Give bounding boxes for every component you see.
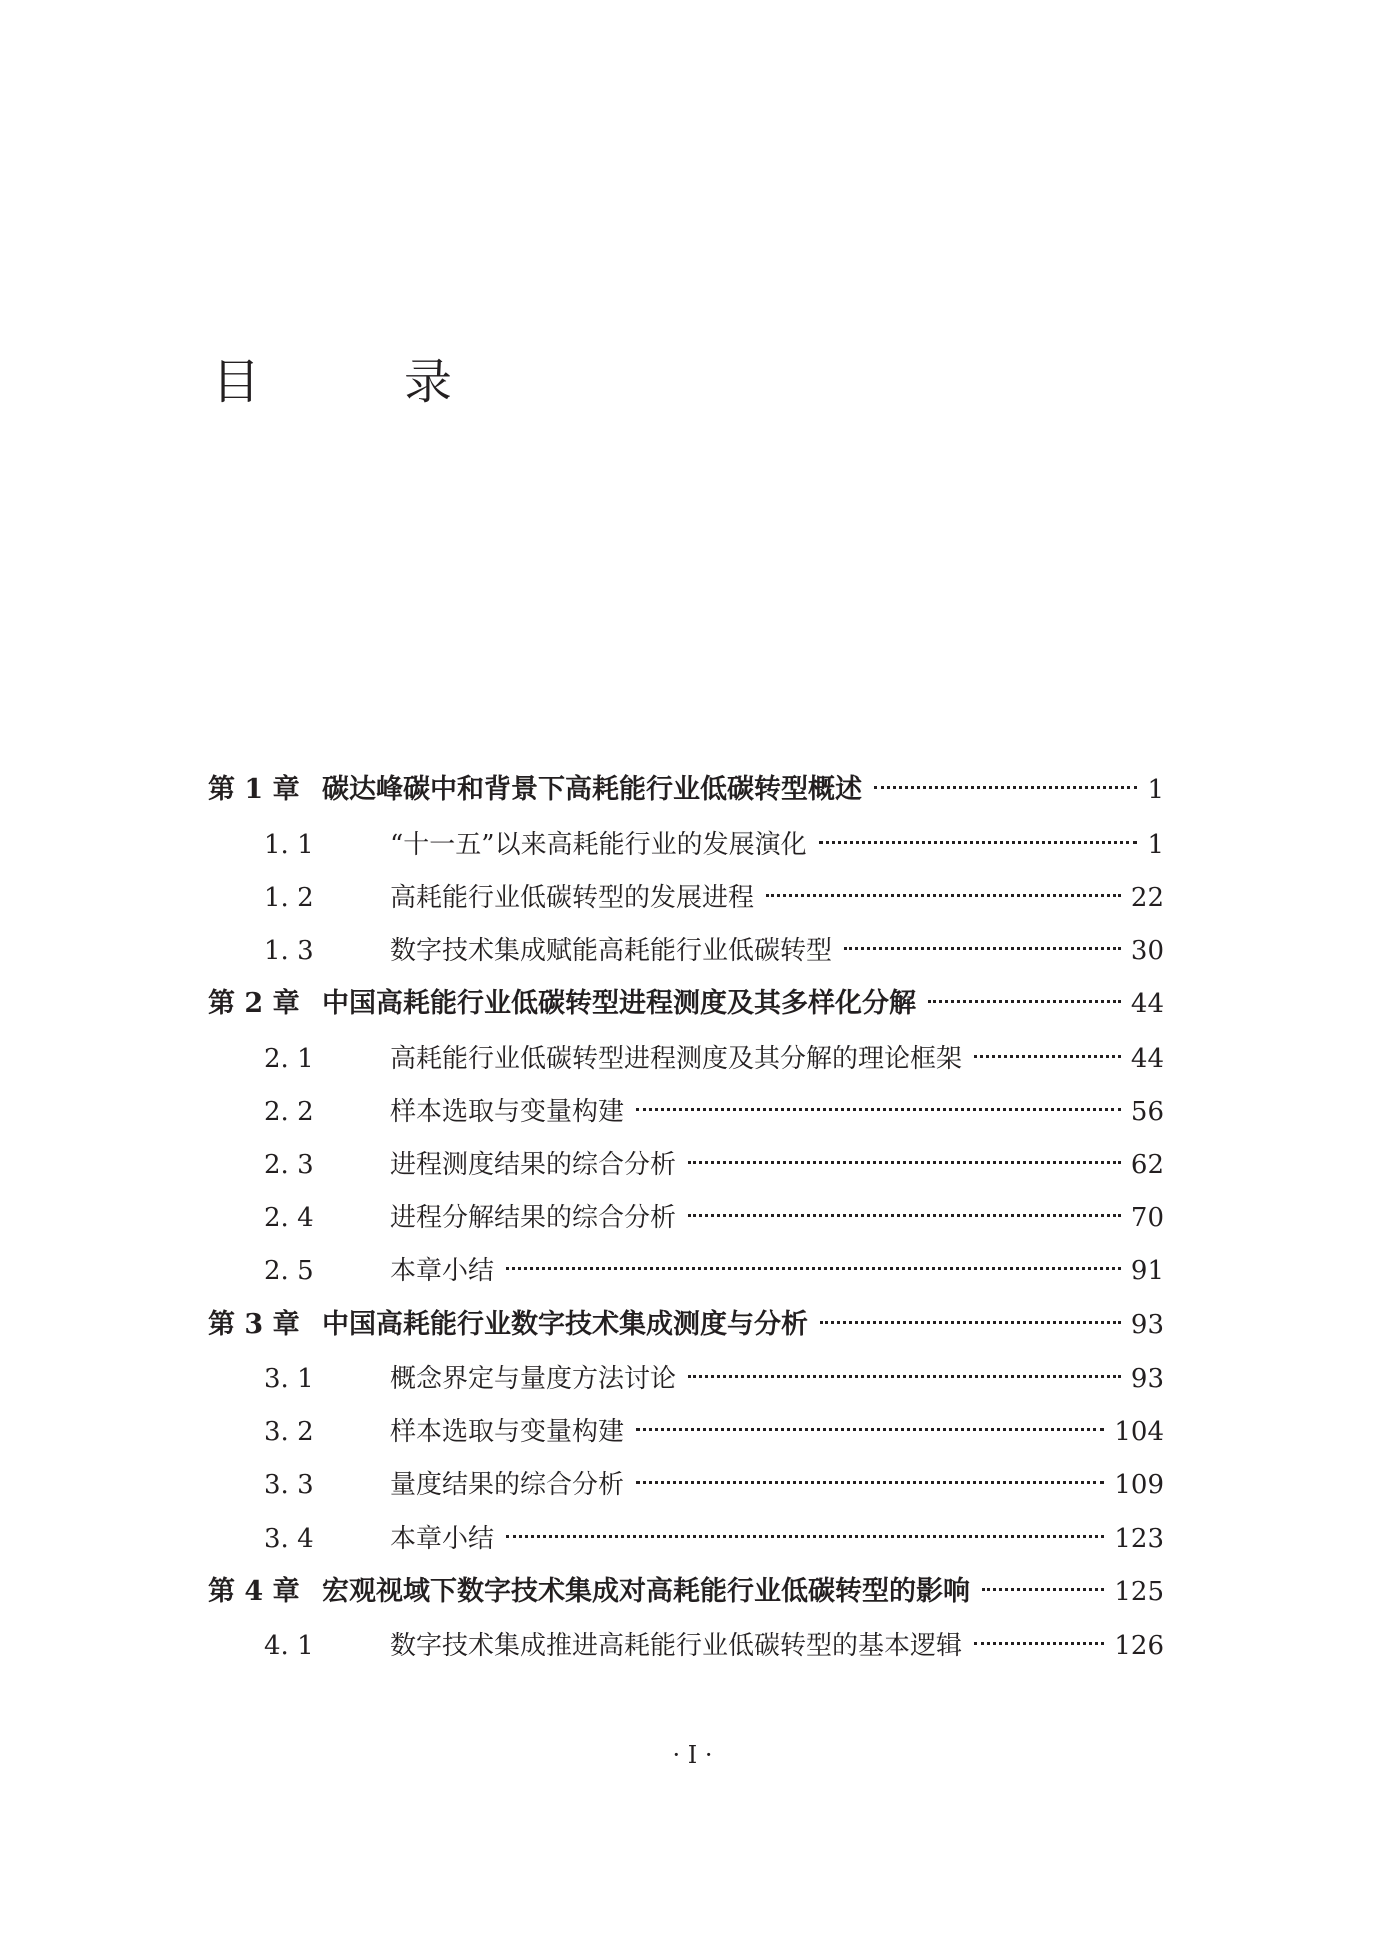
toc-entry-section-3-1[interactable] [208, 1359, 1164, 1412]
toc-entry-number: 2. 5 [264, 1256, 314, 1287]
toc-entry-title: 进程分解结果的综合分析 [390, 1203, 677, 1234]
toc-entry-section-2-3[interactable] [208, 1145, 1164, 1198]
dot-leader [506, 1535, 1104, 1538]
toc-entry-section-1-2[interactable] [208, 878, 1164, 931]
toc-entry-page: 123 [1114, 1523, 1164, 1554]
dot-leader [982, 1588, 1104, 1591]
toc-entry-page: 56 [1130, 1096, 1164, 1127]
toc-entry-page: 126 [1114, 1631, 1164, 1662]
table-of-contents [208, 770, 1164, 1679]
toc-entry-title: 数字技术集成推进高耗能行业低碳转型的基本逻辑 [390, 1631, 963, 1662]
toc-entry-title: 高耗能行业低碳转型的发展进程 [390, 882, 755, 913]
toc-entry-page: 91 [1130, 1256, 1164, 1287]
toc-entry-page: 109 [1114, 1470, 1164, 1501]
toc-entry-page: 93 [1130, 1364, 1164, 1394]
toc-entry-title: 碳达峰碳中和背景下高耗能行业低碳转型概述 [322, 774, 862, 805]
toc-entry-number: 2. 1 [264, 1043, 314, 1074]
toc-entry-chapter-2[interactable] [208, 984, 1164, 1039]
toc-entry-number: 2. 4 [264, 1203, 314, 1234]
toc-entry-page: 104 [1114, 1417, 1164, 1448]
toc-entry-number: 1. 2 [264, 882, 314, 913]
toc-entry-number: 第 2 章 [208, 988, 300, 1020]
dot-leader [844, 947, 1121, 950]
toc-entry-page: 44 [1130, 1043, 1164, 1074]
toc-entry-title: 样本选取与变量构建 [390, 1417, 625, 1448]
toc-entry-number: 1. 1 [264, 829, 314, 860]
toc-entry-page: 93 [1130, 1309, 1164, 1340]
toc-entry-section-2-2[interactable] [208, 1092, 1164, 1145]
dot-leader [636, 1481, 1104, 1484]
toc-entry-section-1-3[interactable] [208, 931, 1164, 984]
toc-entry-page: 1 [1147, 829, 1164, 860]
page-title: 目 录 [212, 354, 453, 410]
toc-entry-number: 3. 1 [264, 1364, 314, 1394]
toc-entry-title: 进程测度结果的综合分析 [390, 1149, 677, 1180]
toc-entry-chapter-1[interactable] [208, 770, 1164, 825]
toc-entry-title: 宏观视域下数字技术集成对高耗能行业低碳转型的影响 [322, 1575, 970, 1607]
dot-leader [974, 1642, 1104, 1645]
toc-entry-number: 4. 1 [264, 1631, 314, 1662]
toc-entry-page: 125 [1114, 1576, 1164, 1607]
dot-leader [636, 1108, 1121, 1111]
toc-entry-page: 44 [1130, 989, 1164, 1020]
toc-entry-number: 3. 4 [264, 1523, 314, 1554]
toc-entry-section-4-1[interactable] [208, 1626, 1164, 1679]
toc-entry-title: 概念界定与量度方法讨论 [390, 1364, 677, 1394]
toc-entry-section-1-1[interactable] [208, 825, 1164, 878]
toc-entry-title: 高耗能行业低碳转型进程测度及其分解的理论框架 [390, 1043, 963, 1074]
dot-leader [820, 1321, 1121, 1324]
toc-entry-title: 中国高耗能行业数字技术集成测度与分析 [322, 1308, 808, 1340]
toc-entry-page: 22 [1130, 882, 1164, 913]
dot-leader [874, 786, 1137, 789]
toc-entry-title: 本章小结 [390, 1256, 495, 1287]
toc-entry-title: 数字技术集成赋能高耗能行业低碳转型 [390, 935, 833, 966]
dot-leader [766, 894, 1121, 897]
toc-entry-section-3-2[interactable] [208, 1412, 1164, 1465]
toc-entry-number: 3. 2 [264, 1417, 314, 1448]
toc-entry-number: 2. 3 [264, 1149, 314, 1180]
toc-entry-number: 第 3 章 [208, 1308, 300, 1340]
toc-entry-chapter-3[interactable] [208, 1305, 1164, 1360]
toc-entry-section-3-4[interactable] [208, 1519, 1164, 1572]
toc-entry-title: “十一五”以来高耗能行业的发展演化 [390, 829, 807, 860]
toc-entry-section-2-4[interactable] [208, 1198, 1164, 1251]
toc-entry-section-2-1[interactable] [208, 1039, 1164, 1092]
toc-entry-title: 本章小结 [390, 1523, 495, 1554]
dot-leader [819, 841, 1138, 844]
toc-entry-title: 中国高耗能行业低碳转型进程测度及其多样化分解 [322, 988, 916, 1020]
toc-entry-number: 1. 3 [264, 935, 314, 966]
dot-leader [636, 1428, 1104, 1431]
dot-leader [688, 1375, 1121, 1378]
dot-leader [688, 1214, 1121, 1217]
toc-entry-number: 3. 3 [264, 1470, 314, 1501]
toc-entry-title: 量度结果的综合分析 [390, 1470, 625, 1501]
dot-leader [688, 1161, 1121, 1164]
dot-leader [974, 1055, 1121, 1058]
toc-entry-page: 1 [1147, 775, 1164, 805]
toc-entry-number: 第 4 章 [208, 1575, 300, 1607]
toc-entry-section-3-3[interactable] [208, 1465, 1164, 1518]
toc-entry-page: 70 [1130, 1203, 1164, 1234]
dot-leader [506, 1267, 1121, 1270]
toc-entry-number: 2. 2 [264, 1096, 314, 1127]
toc-entry-number: 第 1 章 [208, 774, 300, 805]
dot-leader [928, 1000, 1121, 1003]
toc-entry-page: 30 [1130, 935, 1164, 966]
toc-entry-section-2-5[interactable] [208, 1251, 1164, 1304]
page-folio: · I · [672, 1741, 713, 1769]
toc-entry-chapter-4[interactable] [208, 1572, 1164, 1627]
toc-entry-page: 62 [1130, 1149, 1164, 1180]
toc-entry-title: 样本选取与变量构建 [390, 1096, 625, 1127]
